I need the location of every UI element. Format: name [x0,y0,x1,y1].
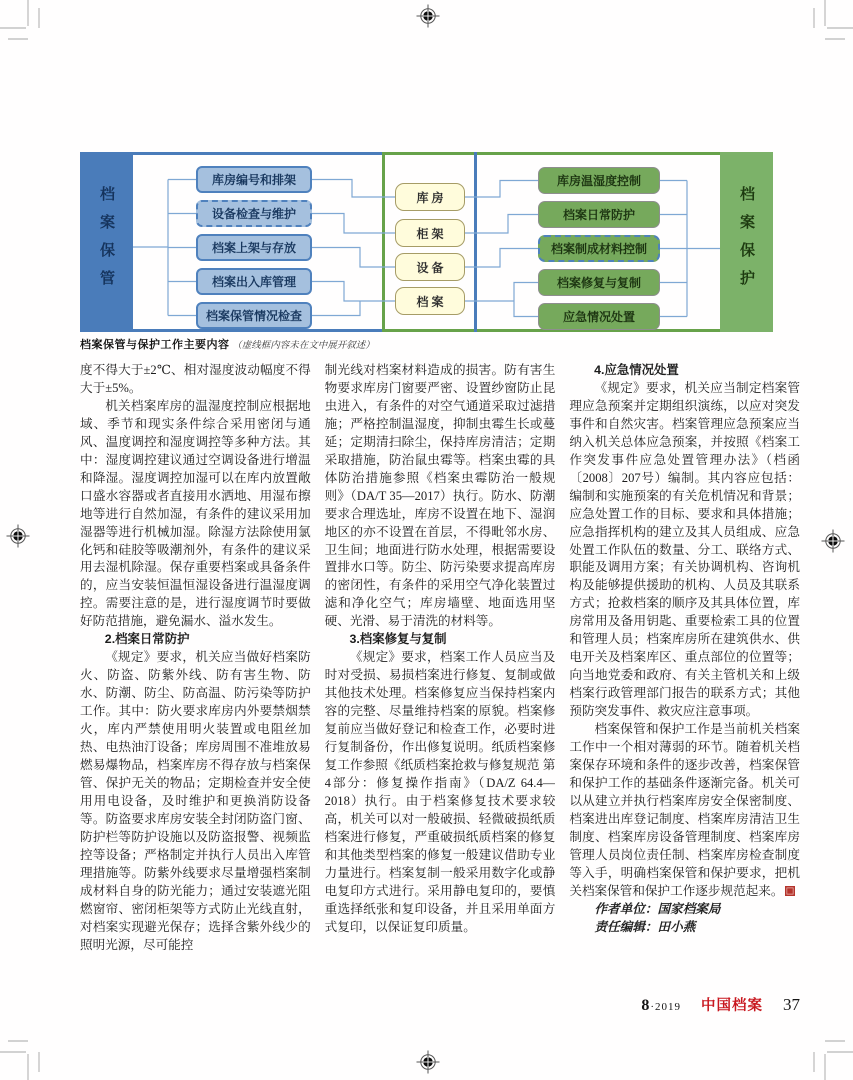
footer-issue: 8 [641,997,650,1014]
registration-mark-icon [416,4,440,28]
registration-mark-icon [821,529,845,553]
paragraph: 机关档案库房的温湿度控制应根据地域、季节和现实条件综合采用密闭与通风、温度调控和湿度调控等多种方法。其中：湿度调控建议通过空调设备进行增温和降湿。湿度调控加湿可以在库内放置敞口盛水容器或者直接用水洒地、用湿布擦地等进行自然加湿，有条件的建议采用加湿器等进行机械加湿。除湿方法除使用氯化钙和硅胶等吸潮剂外，有条件的建议采用去湿机除湿。保存重要档案或具备条件的，应当安装恒温恒湿设备进行温湿度调控。需要注意的是，进行湿度调节时要做好防范措施，避免漏水、溢水发生。 [80,398,311,629]
author-line: 作者单位：国家档案局 [594,901,721,916]
section-heading-3: 3.档案修复与复制 [349,632,447,647]
crop-mark-icon [811,1038,853,1080]
paragraph: 度不得大于±2℃、相对湿度波动幅度不得大于±5%。 [80,363,311,395]
object-box-equipment: 设 备 [395,253,465,281]
paragraph: 《规定》要求，档案工作人员应当及时对受损、易损档案进行修复、复制或做其他技术处理。档案修复应当保持档案内容的完整、尽量维持档案的原貌。档案修复前应当做好登记和检查工作，必要时进行复制备份，作出修复说明。纸质档案修复工作参照《纸质档案抢救与修复规范 第4部分：修复操作指南》（DA/Z 64.4—2018）执行。由于档案修复技术要求较高，机关可以对一般破损、轻微破损纸质档案进行修复，严重破损纸质档案的修复和其他类型档案的修复一般建议借助专业力量进行。档案复制一般采用数字化或静电复印方式进行。采用静电复印的，要慎重选择纸张和复印设备，并且采用单面方式复印，以保证复印质量。 [324,650,556,934]
footer-brand-logo: 中国档案 [701,998,763,1014]
caption-title: 档案保管与保护工作主要内容 [80,339,230,351]
paragraph [569,721,800,901]
protection-box-temperature: 库房温湿度控制 [538,167,660,194]
registration-mark-icon [6,524,30,548]
protection-box-material: 档案制成材料控制 [538,235,660,262]
protection-box-daily: 档案日常防护 [538,201,660,228]
article-body [80,362,800,1002]
paragraph-text: 档案保管和保护工作是当前机关档案工作中一个相对薄弱的环节。随着机关档案保存环境和条件的逐步改善，档案保管和保护工作的基础条件逐渐完备。机关可以从建立并执行档案库房安全保密制度、档案进出库登记制度、档案库房清洁卫生制度、档案库房设备管理制度、档案库房管理人员岗位责任制、档案库房检查制度等入手，明确档案保管和保护要求，把机关档案保管和保护工作逐步规范起来。 [569,722,801,898]
archive-protection-bar: 档案保护 [720,152,773,332]
diagram-caption [80,336,730,352]
column-1 [80,362,311,1002]
crop-mark-icon [811,0,853,42]
column-3 [569,362,800,1002]
footer-page-number: 37 [783,995,800,1014]
storage-box-numbering: 库房编号和排架 [196,166,312,193]
paragraph: 制光线对档案材料造成的损害。防有害生物要求库房门窗要严密、设置纱窗防止昆虫进入，有条件的对空气通道采取过滤措施；严格控制温湿度，抑制虫霉生长或蔓延；定期清扫除尘，保持库房清洁；定期采取措施，防治鼠虫霉等。档案虫霉的具体防治措施参照《档案虫霉防治一般规则》（DA/T 35—2017）执行。防水、防潮要求合理选址，库房不设置在地下、湿润地区的亦不设置在首层，不得毗邻水房、卫生间；地面进行防水处理，根据需要设置排水口等。防尘、防污染要求提高库房的密闭性，有条件的采用空气净化装置过滤和净化空气；库房墙壁、地面选用坚硬、光滑、易于清洗的材料等。 [324,363,556,629]
section-heading-4: 4.应急情况处置 [594,363,679,377]
archive-work-diagram [80,152,773,332]
protection-box-emergency: 应急情况处置 [538,303,660,330]
paragraph: 《规定》要求，机关应当做好档案防火、防盗、防紫外线、防有害生物、防水、防潮、防尘、防高温、防污染等防护工作。其中：防火要求库房内外要禁烟禁火，库内严禁使用明火装置或电阻丝加热、电热油汀设备；库房周围不准堆放易燃易爆物品，档案库房不得存放与档案保管、保护无关的物品；定期检查并安全使用用电设备，及时维护和更换消防设备等。防盗要求库房安装全封闭防盗门窗、防护栏等防护设施以及防盗报警、视频监控等设备；严格制定并执行人员出入库管理措施等。防紫外线要求尽量增强档案制成材料自身的防光能力；通过安装遮光阻燃窗帘、密闭柜架等方式防止光线直射，对档案实现避光保存；选择含紫外线少的照明光源，尽可能控 [80,650,311,952]
object-box-archives: 档 案 [395,287,465,315]
page-footer [80,994,800,1015]
registration-mark-icon [416,1050,440,1074]
storage-box-inspection: 档案保管情况检查 [196,302,312,329]
paragraph: 《规定》要求，机关应当制定档案管理应急预案并定期组织演练，以应对突发事件和自然灾害。档案管理应急预案应当纳入机关总体应急预案，并按照《档案工作突发事件应急处置管理办法》（档函〔2008〕207号）编制。其内容应包括：编制和实施预案的有关危机情况和背景；应急处置工作的目标、要求和具体措施；应急指挥机构的建立及其人员组成、应急处置工作队伍的数量、分工、联络方式、职能及调用方案；有关协调机构、咨询机构及能够提供援助的机构、人员及其联系方式；抢救档案的顺序及其具体位置，库房常用及备用钥匙、重要检索工具的位置和管理人员；档案库房所在建筑供水、供电开关及档案库区、重点部位的位置等；向当地党委和政府、有关主管机关和上级档案行政管理部门报告的联系方式；其他预防突发事件、救灾应注意事项。 [569,380,801,719]
editor-line: 责任编辑：田小燕 [594,919,696,934]
object-box-cabinet: 柜 架 [395,219,465,247]
storage-box-in-out: 档案出入库管理 [196,268,312,295]
object-box-storeroom: 库 房 [395,183,465,211]
storage-box-equipment-check: 设备检查与维护 [196,200,312,227]
column-2 [325,362,556,1002]
footer-year: 2019 [655,1001,681,1013]
archive-storage-bar: 档案保管 [80,152,133,332]
crop-mark-icon [0,1038,42,1080]
protection-box-repair: 档案修复与复制 [538,269,660,296]
end-of-article-icon [785,886,795,896]
footer-separator: · [650,1001,654,1013]
crop-mark-icon [0,0,42,42]
section-heading-2: 2.档案日常防护 [104,632,190,647]
caption-note: （虚线框内容未在文中展开叙述） [232,341,375,351]
storage-box-shelving: 档案上架与存放 [196,234,312,261]
